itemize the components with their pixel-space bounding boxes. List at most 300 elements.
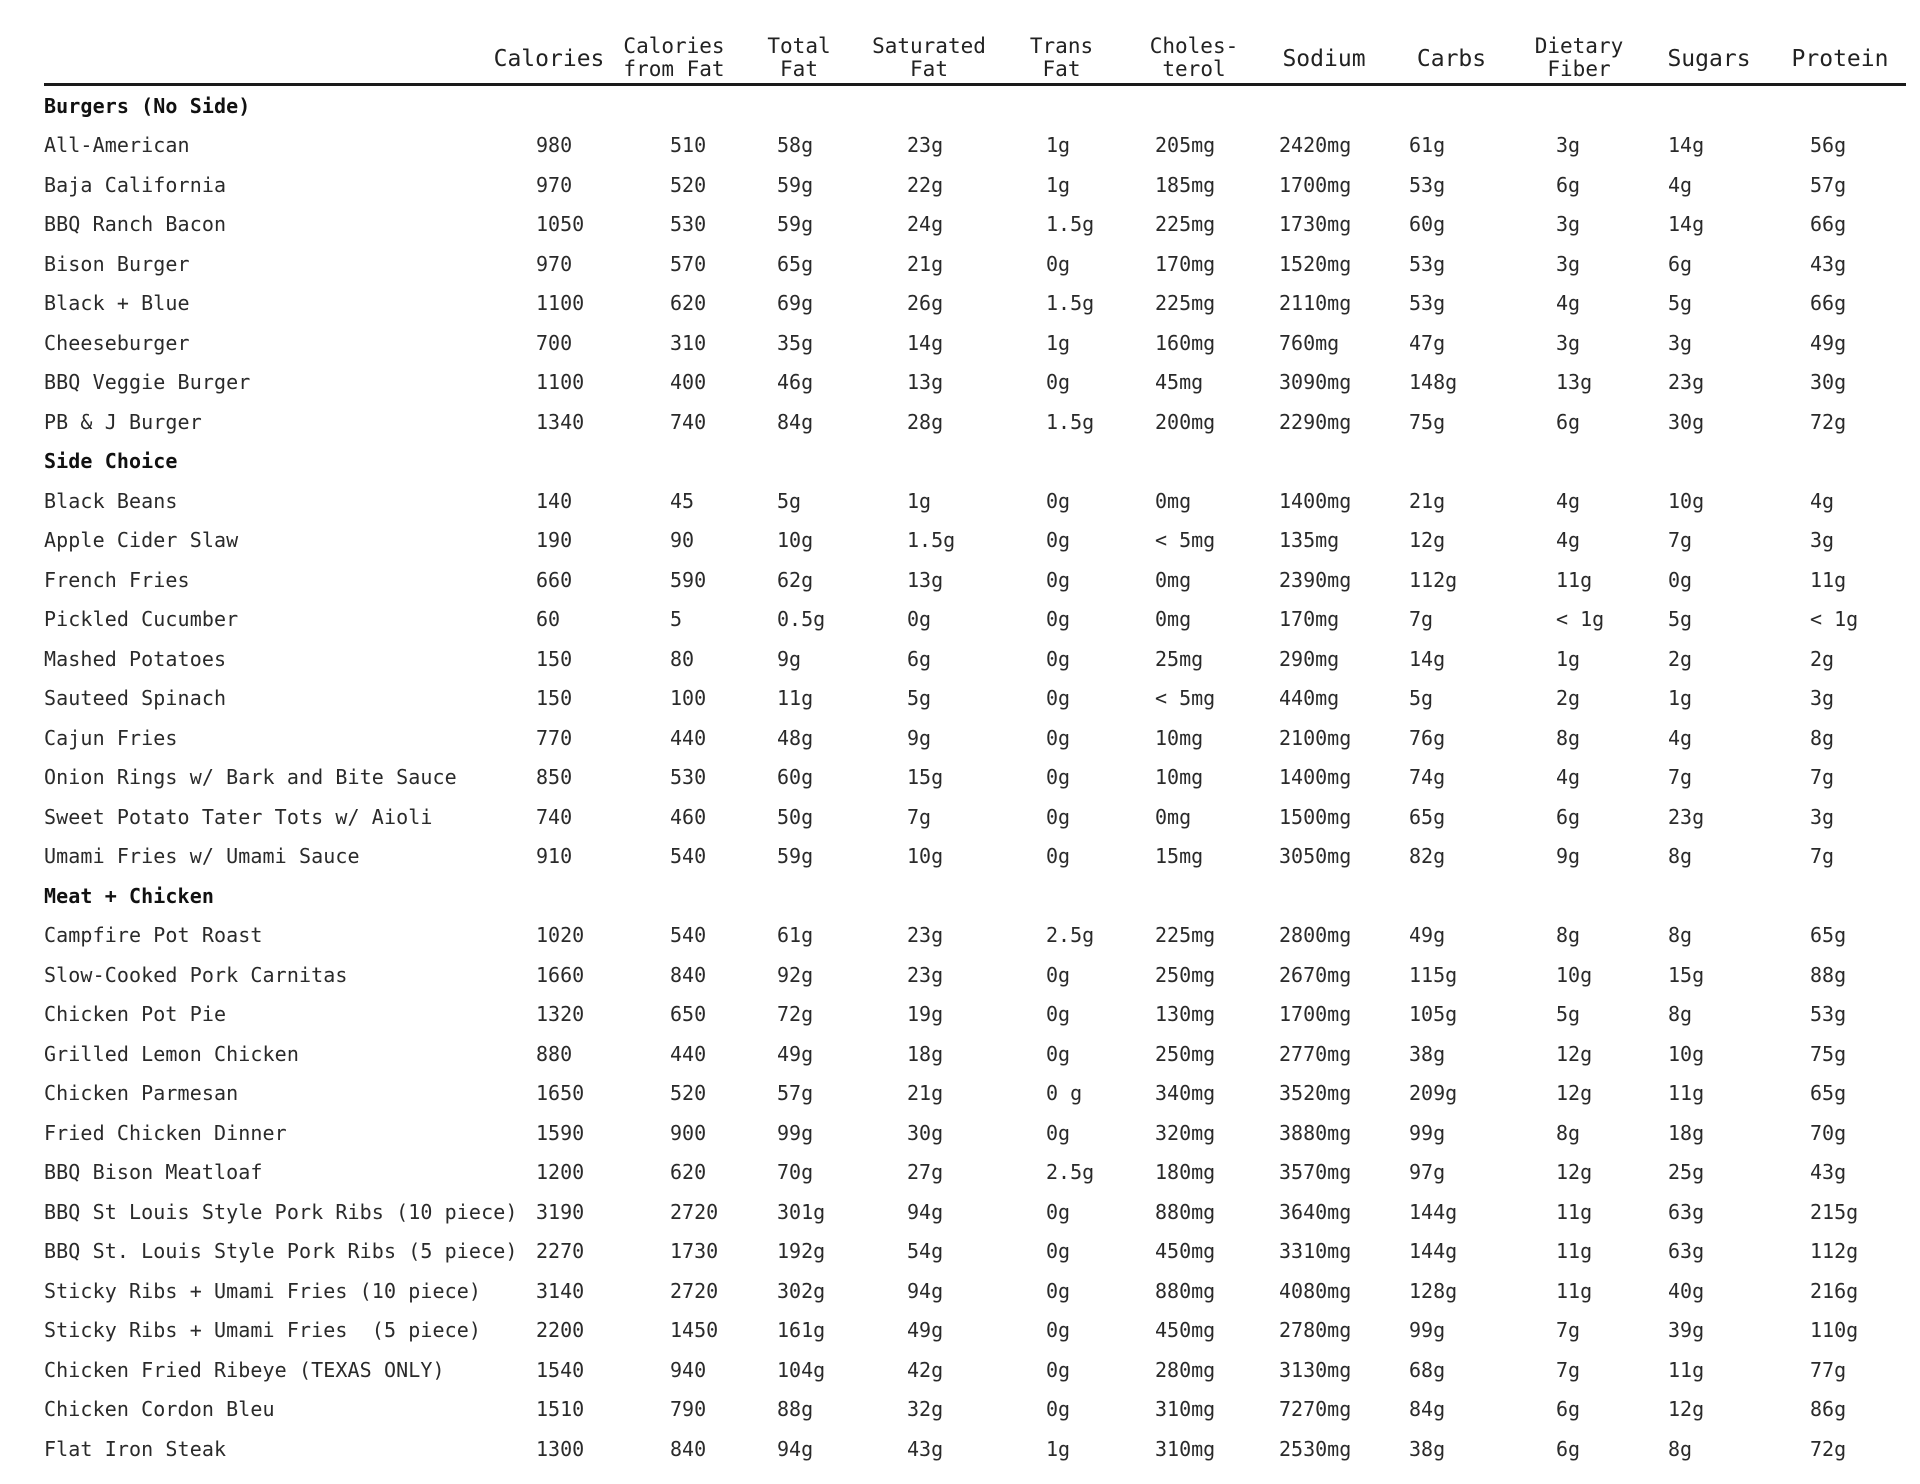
item-name: BBQ Bison Meatloaf (44, 1160, 263, 1185)
nutrient-value: 86g (1810, 1397, 1847, 1422)
nutrient-value: 0mg (1155, 607, 1192, 632)
item-name: Umami Fries w/ Umami Sauce (44, 844, 360, 869)
nutrient-value: 0g (1046, 1239, 1071, 1264)
nutrient-value: 6g (1556, 804, 1581, 829)
nutrient-value: 2770mg (1279, 1041, 1352, 1066)
nutrient-value: 0g (1046, 844, 1071, 869)
nutrient-value: 216g (1810, 1278, 1859, 1303)
nutrient-value: 440mg (1279, 686, 1340, 711)
nutrient-value: 2420mg (1279, 133, 1352, 158)
nutrient-value: 72g (1810, 409, 1847, 434)
nutrient-value: 65g (1810, 923, 1847, 948)
nutrient-value: 520 (670, 1081, 707, 1106)
column-header (614, 16, 734, 85)
nutrient-value: 1510 (536, 1397, 585, 1422)
nutrient-value: 700 (536, 330, 573, 355)
table-header (44, 16, 1906, 85)
item-name: Chicken Pot Pie (44, 1002, 227, 1027)
nutrient-value: 0g (1046, 686, 1071, 711)
nutrient-value: < 1g (1810, 607, 1859, 632)
nutrient-value: 23g (907, 962, 944, 987)
nutrient-value: 450mg (1155, 1239, 1216, 1264)
nutrient-value: 225mg (1155, 923, 1216, 948)
item-name: Bison Burger (44, 251, 190, 276)
nutrient-value: 22g (907, 172, 944, 197)
nutrient-value: 58g (777, 133, 814, 158)
nutrient-value: 110g (1810, 1318, 1859, 1343)
nutrient-value: 7g (1668, 765, 1693, 790)
nutrient-value: 1g (1046, 133, 1071, 158)
nutrient-value: 7270mg (1279, 1397, 1352, 1422)
nutrient-value: 5g (1556, 1002, 1581, 1027)
item-name: Sticky Ribs + Umami Fries (10 piece) (44, 1278, 482, 1303)
nutrient-value: 84g (777, 409, 814, 434)
nutrient-value: 9g (777, 646, 802, 671)
column-header (734, 16, 864, 85)
nutrient-value: 161g (777, 1318, 826, 1343)
nutrient-value: 4g (1556, 765, 1581, 790)
nutrient-value: 8g (1668, 1436, 1693, 1461)
nutrient-value: 11g (777, 686, 814, 711)
nutrient-value: 53g (1409, 291, 1446, 316)
nutrient-value: 39g (1668, 1318, 1705, 1343)
nutrient-value: 14g (1668, 133, 1705, 158)
nutrient-value: 3g (1810, 528, 1835, 553)
nutrient-value: 3140 (536, 1278, 585, 1303)
nutrient-value: 0g (1046, 765, 1071, 790)
item-name: BBQ St Louis Style Pork Ribs (10 piece) (44, 1199, 518, 1224)
nutrient-value: 21g (907, 1081, 944, 1106)
nutrient-value: 13g (1556, 370, 1593, 395)
column-header-line: Fat (910, 57, 948, 81)
nutrient-value: 8g (1668, 1002, 1693, 1027)
nutrient-value: 49g (1409, 923, 1446, 948)
nutrient-value: 3g (1556, 133, 1581, 158)
item-name: Flat Iron Steak (44, 1436, 227, 1461)
section-title: Side Choice (44, 449, 178, 474)
nutrient-value: 75g (1409, 409, 1446, 434)
item-name: Cheeseburger (44, 330, 190, 355)
item-name: Apple Cider Slaw (44, 528, 239, 553)
nutrient-value: 43g (1810, 1160, 1847, 1185)
nutrient-value: 209g (1409, 1081, 1458, 1106)
nutrient-value: 0g (1046, 528, 1071, 553)
nutrient-value: 54g (907, 1239, 944, 1264)
nutrient-value: 2800mg (1279, 923, 1352, 948)
nutrient-value: 59g (777, 172, 814, 197)
nutrient-value: 310mg (1155, 1436, 1216, 1461)
nutrient-value: 8g (1810, 725, 1835, 750)
nutrient-value: 88g (777, 1397, 814, 1422)
nutrient-value: 1400mg (1279, 765, 1352, 790)
nutrient-value: 1730 (670, 1239, 719, 1264)
nutrient-value: 2670mg (1279, 962, 1352, 987)
nutrient-value: 99g (1409, 1120, 1446, 1145)
nutrient-value: 250mg (1155, 1041, 1216, 1066)
nutrient-value: 1500mg (1279, 804, 1352, 829)
nutrient-value: 60g (777, 765, 814, 790)
table-row (44, 402, 1906, 442)
nutrient-value: 47g (1409, 330, 1446, 355)
nutrient-value: 4g (1810, 488, 1835, 513)
item-name: Black + Blue (44, 291, 190, 316)
nutrient-value: 68g (1409, 1357, 1446, 1382)
nutrient-value: 1540 (536, 1357, 585, 1382)
nutrient-value: 192g (777, 1239, 826, 1264)
nutrient-value: 2290mg (1279, 409, 1352, 434)
nutrient-value: 11g (1556, 1278, 1593, 1303)
nutrient-value: 7g (1668, 528, 1693, 553)
nutrient-value: 75g (1810, 1041, 1847, 1066)
nutrient-value: 1g (1046, 330, 1071, 355)
nutrient-value: 2200 (536, 1318, 585, 1343)
nutrient-value: 2.5g (1046, 923, 1095, 948)
table-row (44, 1074, 1906, 1114)
column-header-line: Saturated (872, 34, 986, 58)
nutrient-value: 1320 (536, 1002, 585, 1027)
nutrient-value: 0g (1046, 370, 1071, 395)
nutrient-value: 2720 (670, 1199, 719, 1224)
section-title: Burgers (No Side) (44, 93, 251, 118)
nutrient-value: 23g (1668, 370, 1705, 395)
item-name: Sweet Potato Tater Tots w/ Aioli (44, 804, 433, 829)
nutrient-value: 11g (1556, 1239, 1593, 1264)
item-name: BBQ St. Louis Style Pork Ribs (5 piece) (44, 1239, 518, 1264)
nutrient-value: 9g (907, 725, 932, 750)
nutrient-value: 100 (670, 686, 707, 711)
nutrient-value: 5 (670, 607, 683, 632)
nutrient-value: 99g (1409, 1318, 1446, 1343)
nutrient-value: 1g (907, 488, 932, 513)
nutrient-value: 4g (1668, 725, 1693, 750)
nutrient-value: 0g (1046, 804, 1071, 829)
table-row (44, 1271, 1906, 1311)
table-row (44, 1113, 1906, 1153)
nutrient-value: 7g (1810, 844, 1835, 869)
nutrient-value: 3050mg (1279, 844, 1352, 869)
nutrient-value: 900 (670, 1120, 707, 1145)
column-header-line: Calories (623, 34, 725, 58)
nutrient-value: 25mg (1155, 646, 1204, 671)
nutrient-value: 30g (1668, 409, 1705, 434)
nutrient-value: 8g (1556, 725, 1581, 750)
nutrient-value: 12g (1556, 1160, 1593, 1185)
nutrient-value: 25g (1668, 1160, 1705, 1185)
nutrient-value: 160mg (1155, 330, 1216, 355)
column-header-line: Sugars (1667, 46, 1751, 72)
nutrient-value: 84g (1409, 1397, 1446, 1422)
nutrient-value: 115g (1409, 962, 1458, 987)
nutrient-value: 94g (907, 1199, 944, 1224)
nutrient-value: 69g (777, 291, 814, 316)
nutrient-value: 6g (1556, 172, 1581, 197)
nutrient-value: 10g (1556, 962, 1593, 987)
nutrient-value: 1.5g (1046, 212, 1095, 237)
nutrient-value: 4g (1556, 291, 1581, 316)
nutrient-value: 8g (1668, 844, 1693, 869)
nutrient-value: 1200 (536, 1160, 585, 1185)
nutrient-value: 23g (907, 923, 944, 948)
nutrient-value: 660 (536, 567, 573, 592)
table-row (44, 481, 1906, 521)
nutrient-value: 63g (1668, 1199, 1705, 1224)
item-name: Fried Chicken Dinner (44, 1120, 287, 1145)
nutrient-value: 225mg (1155, 212, 1216, 237)
column-header-line: Fiber (1547, 57, 1611, 81)
nutrient-value: 2720 (670, 1278, 719, 1303)
nutrient-value: 0g (1046, 251, 1071, 276)
nutrient-value: 0g (1046, 1357, 1071, 1382)
nutrient-value: 570 (670, 251, 707, 276)
nutrient-value: 57g (777, 1081, 814, 1106)
item-name: Mashed Potatoes (44, 646, 227, 671)
nutrient-value: 1700mg (1279, 1002, 1352, 1027)
nutrient-value: 225mg (1155, 291, 1216, 316)
nutrient-value: 620 (670, 1160, 707, 1185)
nutrient-value: 590 (670, 567, 707, 592)
nutrient-value: 72g (1810, 1436, 1847, 1461)
nutrient-value: 840 (670, 1436, 707, 1461)
nutrient-value: 190 (536, 528, 573, 553)
item-name-header (44, 16, 484, 85)
nutrient-value: 7g (1810, 765, 1835, 790)
nutrient-value: < 5mg (1155, 686, 1216, 711)
nutrient-value: 59g (777, 212, 814, 237)
nutrient-value: 26g (907, 291, 944, 316)
nutrient-value: 1300 (536, 1436, 585, 1461)
nutrient-value: 65g (1810, 1081, 1847, 1106)
item-name: BBQ Veggie Burger (44, 370, 251, 395)
nutrient-value: 32g (907, 1397, 944, 1422)
nutrient-value: 6g (1668, 251, 1693, 276)
nutrient-value: 0.5g (777, 607, 826, 632)
nutrient-value: 12g (1556, 1041, 1593, 1066)
nutrient-value: 150 (536, 686, 573, 711)
nutrient-value: 880mg (1155, 1278, 1216, 1303)
item-name: Baja California (44, 172, 227, 197)
nutrient-value: 12g (1556, 1081, 1593, 1106)
nutrient-value: 7g (907, 804, 932, 829)
item-name: Pickled Cucumber (44, 607, 239, 632)
nutrient-value: 970 (536, 172, 573, 197)
nutrient-value: 45 (670, 488, 695, 513)
nutrient-value: 340mg (1155, 1081, 1216, 1106)
nutrient-value: 1100 (536, 291, 585, 316)
nutrient-value: 53g (1409, 251, 1446, 276)
nutrition-sheet (44, 16, 1889, 1469)
table-row (44, 521, 1906, 561)
column-header-line: from Fat (623, 57, 725, 81)
nutrient-value: 97g (1409, 1160, 1446, 1185)
nutrient-value: 1g (1046, 1436, 1071, 1461)
item-name: All-American (44, 133, 190, 158)
nutrient-value: 62g (777, 567, 814, 592)
table-row (44, 797, 1906, 837)
nutrient-value: 840 (670, 962, 707, 987)
nutrient-value: 0g (1046, 725, 1071, 750)
nutrient-value: 27g (907, 1160, 944, 1185)
nutrient-value: 2780mg (1279, 1318, 1352, 1343)
nutrient-value: 3130mg (1279, 1357, 1352, 1382)
nutrient-value: 19g (907, 1002, 944, 1027)
nutrient-value: 0g (907, 607, 932, 632)
nutrient-value: 23g (1668, 804, 1705, 829)
table-row (44, 1429, 1906, 1469)
nutrient-value: 910 (536, 844, 573, 869)
nutrient-value: 530 (670, 765, 707, 790)
nutrient-value: 450mg (1155, 1318, 1216, 1343)
nutrient-value: 5g (1668, 607, 1693, 632)
column-header-line: Trans (1029, 34, 1094, 58)
nutrient-value: 530 (670, 212, 707, 237)
nutrient-value: 3570mg (1279, 1160, 1352, 1185)
table-body (44, 85, 1906, 1469)
nutrient-value: 150 (536, 646, 573, 671)
section-header-row (44, 442, 1906, 482)
nutrient-value: 46g (777, 370, 814, 395)
nutrient-value: 0g (1046, 1278, 1071, 1303)
column-header (1389, 16, 1514, 85)
column-header-line: Fat (780, 57, 818, 81)
nutrient-value: 1g (1556, 646, 1581, 671)
nutrient-value: 28g (907, 409, 944, 434)
table-row (44, 165, 1906, 205)
nutrient-value: 320mg (1155, 1120, 1216, 1145)
table-row (44, 758, 1906, 798)
nutrient-value: 400 (670, 370, 707, 395)
nutrient-value: 0mg (1155, 567, 1192, 592)
nutrient-value: 12g (1409, 528, 1446, 553)
item-name: Chicken Parmesan (44, 1081, 239, 1106)
nutrient-value: 0g (1046, 1397, 1071, 1422)
nutrient-value: 148g (1409, 370, 1458, 395)
nutrition-table (44, 16, 1906, 1469)
nutrient-value: 7g (1409, 607, 1434, 632)
nutrient-value: 3g (1556, 212, 1581, 237)
nutrient-value: 5g (1668, 291, 1693, 316)
nutrient-value: 1650 (536, 1081, 585, 1106)
nutrient-value: 140 (536, 488, 573, 513)
nutrient-value: 4080mg (1279, 1278, 1352, 1303)
nutrient-value: 3090mg (1279, 370, 1352, 395)
nutrient-value: 15g (1668, 962, 1705, 987)
nutrient-value: 70g (777, 1160, 814, 1185)
nutrient-value: 5g (777, 488, 802, 513)
nutrient-value: 1590 (536, 1120, 585, 1145)
nutrient-value: 3g (1556, 330, 1581, 355)
nutrient-value: 250mg (1155, 962, 1216, 987)
nutrient-value: 0g (1046, 1199, 1071, 1224)
nutrient-value: 205mg (1155, 133, 1216, 158)
nutrient-value: 56g (1810, 133, 1847, 158)
nutrient-value: 540 (670, 923, 707, 948)
nutrient-value: 11g (1556, 1199, 1593, 1224)
nutrient-value: 280mg (1155, 1357, 1216, 1382)
nutrient-value: 18g (907, 1041, 944, 1066)
nutrient-value: 144g (1409, 1199, 1458, 1224)
nutrient-value: 80 (670, 646, 695, 671)
nutrient-value: 11g (1556, 567, 1593, 592)
nutrient-value: 8g (1668, 923, 1693, 948)
nutrient-value: 940 (670, 1357, 707, 1382)
table-row (44, 363, 1906, 403)
nutrient-value: 1.5g (1046, 291, 1095, 316)
nutrient-value: 790 (670, 1397, 707, 1422)
nutrient-value: 76g (1409, 725, 1446, 750)
nutrient-value: 6g (1556, 409, 1581, 434)
nutrient-value: 520 (670, 172, 707, 197)
nutrient-value: 14g (907, 330, 944, 355)
nutrient-value: 880 (536, 1041, 573, 1066)
table-row (44, 126, 1906, 166)
nutrient-value: 14g (1409, 646, 1446, 671)
nutrient-value: 310mg (1155, 1397, 1216, 1422)
nutrient-value: 0mg (1155, 488, 1192, 513)
nutrient-value: 980 (536, 133, 573, 158)
nutrient-value: 70g (1810, 1120, 1847, 1145)
nutrient-value: 9g (1556, 844, 1581, 869)
section-title: Meat + Chicken (44, 883, 214, 908)
nutrient-value: 2390mg (1279, 567, 1352, 592)
item-name: Cajun Fries (44, 725, 178, 750)
table-row (44, 600, 1906, 640)
nutrient-value: 15g (907, 765, 944, 790)
nutrient-value: 63g (1668, 1239, 1705, 1264)
nutrient-value: 185mg (1155, 172, 1216, 197)
nutrient-value: 82g (1409, 844, 1446, 869)
nutrient-value: 0g (1046, 1120, 1071, 1145)
nutrient-value: 15mg (1155, 844, 1204, 869)
nutrient-value: 65g (1409, 804, 1446, 829)
column-header (1644, 16, 1774, 85)
nutrient-value: 2g (1810, 646, 1835, 671)
nutrient-value: 65g (777, 251, 814, 276)
table-row (44, 837, 1906, 877)
table-row (44, 1232, 1906, 1272)
table-row (44, 679, 1906, 719)
nutrient-value: 144g (1409, 1239, 1458, 1264)
nutrient-value: 760mg (1279, 330, 1340, 355)
nutrient-value: 3880mg (1279, 1120, 1352, 1145)
nutrient-value: 0g (1046, 488, 1071, 513)
nutrient-value: 135mg (1279, 528, 1340, 553)
nutrient-value: 30g (907, 1120, 944, 1145)
column-header (1259, 16, 1389, 85)
nutrient-value: 50g (777, 804, 814, 829)
nutrient-value: 1.5g (907, 528, 956, 553)
nutrient-value: 23g (907, 133, 944, 158)
nutrient-value: 11g (1668, 1081, 1705, 1106)
item-name: BBQ Ranch Bacon (44, 212, 227, 237)
nutrient-value: 3520mg (1279, 1081, 1352, 1106)
nutrient-value: 200mg (1155, 409, 1216, 434)
table-row (44, 995, 1906, 1035)
nutrient-value: 5g (907, 686, 932, 711)
nutrient-value: 21g (907, 251, 944, 276)
nutrient-value: 94g (777, 1436, 814, 1461)
nutrient-value: 53g (1409, 172, 1446, 197)
nutrient-value: 45mg (1155, 370, 1204, 395)
nutrient-value: 104g (777, 1357, 826, 1382)
nutrient-value: 290mg (1279, 646, 1340, 671)
nutrient-value: 1050 (536, 212, 585, 237)
nutrient-value: 13g (907, 370, 944, 395)
table-row (44, 718, 1906, 758)
nutrient-value: 6g (907, 646, 932, 671)
nutrient-value: 0g (1046, 1041, 1071, 1066)
nutrient-value: 170mg (1279, 607, 1340, 632)
nutrient-value: 740 (670, 409, 707, 434)
